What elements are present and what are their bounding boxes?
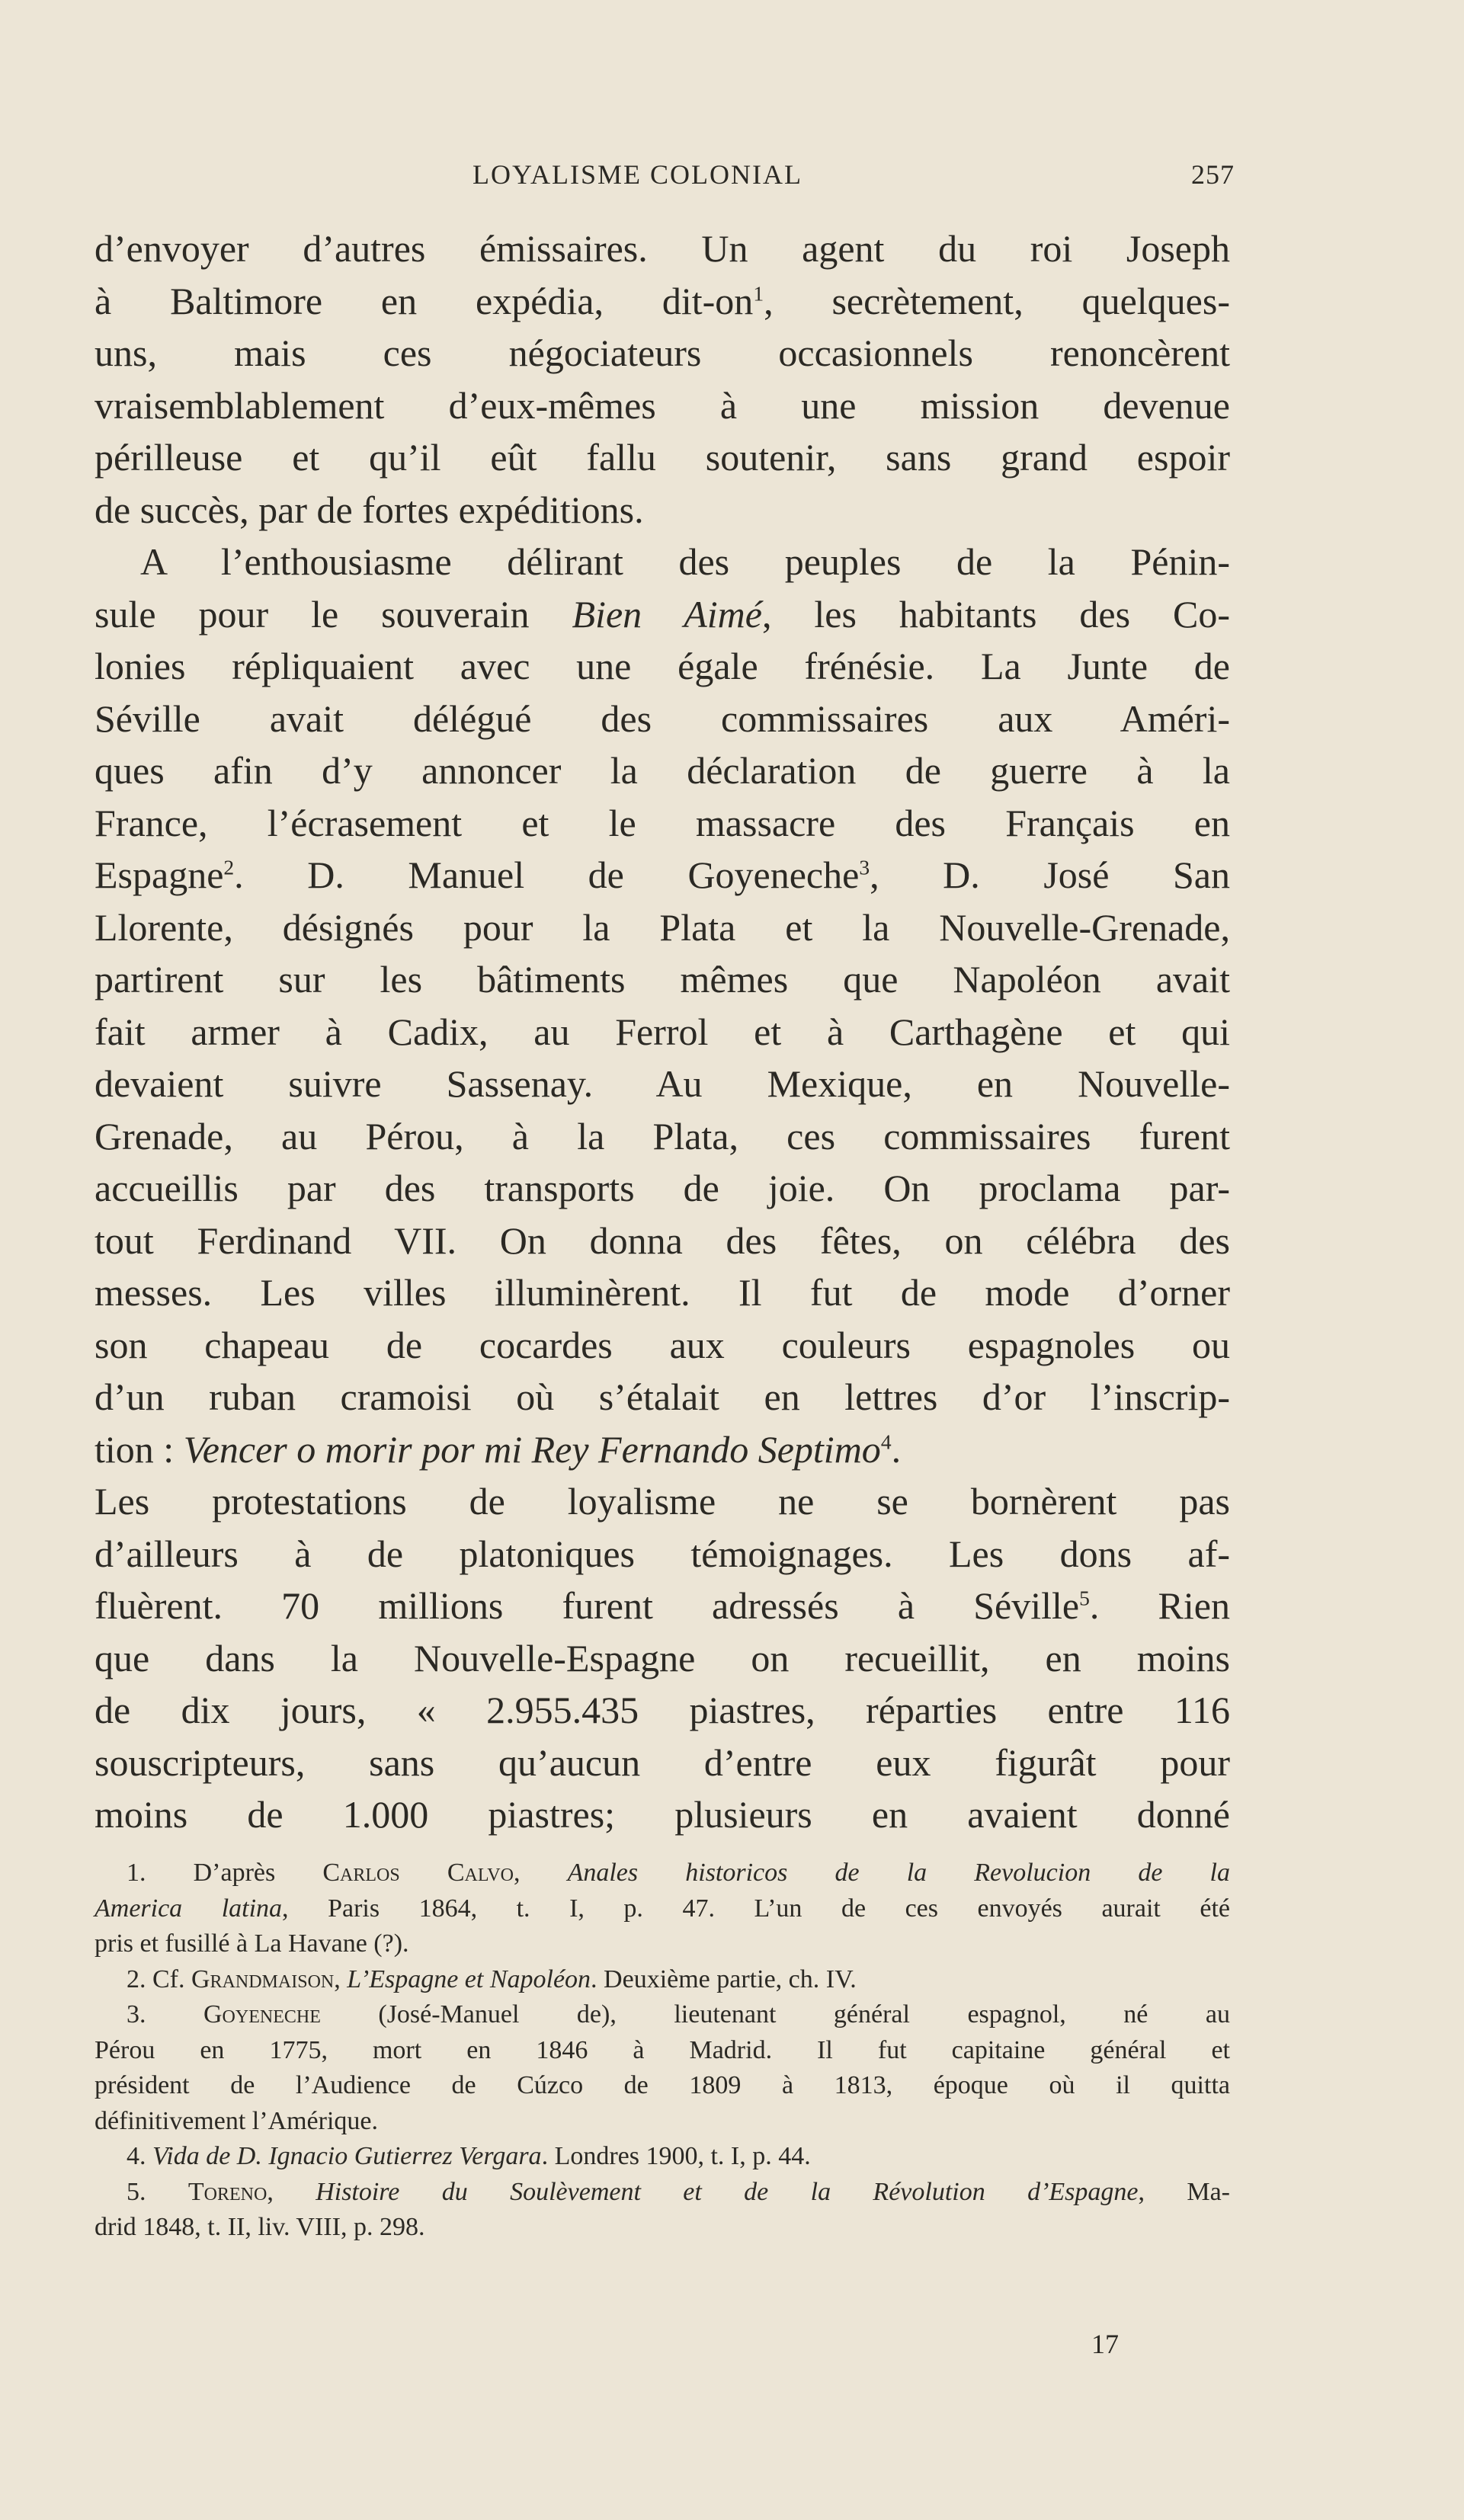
- text-line: que dans la Nouvelle-Espagne on recueillit, en moins: [95, 1636, 1230, 1679]
- text-line: tion : Vencer o morir por mi Rey Fernando Septimo$^4$.: [95, 1427, 902, 1471]
- text-line: tout Ferdinand VII. On donna des fêtes, on célébra des: [95, 1218, 1230, 1262]
- text-line: Séville avait délégué des commissaires aux Améri-: [95, 696, 1230, 740]
- note-mark: 3: [859, 855, 870, 879]
- text-line: France, l’écrasement et le massacre des Français en: [95, 801, 1230, 844]
- text-line: périlleuse et qu’il eût fallu soutenir, sans grand espoir: [95, 436, 1230, 479]
- italic-phrase: Bien Aimé: [572, 592, 762, 636]
- running-title: LOYALISME COLONIAL: [473, 159, 802, 190]
- page-number: 257: [1191, 159, 1235, 190]
- text-line: partirent sur les bâtiments mêmes que Napoléon avait: [95, 958, 1230, 1001]
- text-line: Les protestations de loyalisme ne se bornèrent pas: [95, 1480, 1230, 1523]
- text-line: d’envoyer d’autres émissaires. Un agent du roi Joseph: [95, 227, 1230, 270]
- footnote-3: 3. Goyeneche (José-Manuel de), lieutenant général espagnol, né au: [127, 2000, 1230, 2028]
- running-header: [473, 159, 1235, 191]
- footnotes: [95, 1856, 1230, 2246]
- footnote-3-cont: président de l’Audience de Cúzco de 1809 à 1813, époque où il quitta: [95, 2071, 1230, 2099]
- note-mark: 1: [753, 280, 764, 305]
- note-mark: 4: [880, 1429, 892, 1453]
- text-line: lonies répliquaient avec une égale frénésie. La Junte de: [95, 645, 1230, 687]
- note-mark: 5: [1079, 1586, 1090, 1610]
- text-line: moins de 1.000 piastres; plusieurs en avaient donné: [95, 1793, 1230, 1836]
- text-line: uns, mais ces négociateurs occasionnels renoncèrent: [95, 331, 1230, 374]
- text-line: de dix jours, « 2.955.435 piastres, réparties entre 116: [95, 1689, 1230, 1731]
- footnote-1-cont: America latina, Paris 1864, t. I, p. 47. L’un de ces envoyés aurait été: [95, 1894, 1230, 1923]
- text-line: fait armer à Cadix, au Ferrol et à Carthagène et qui: [95, 1010, 1230, 1053]
- footnote-4: 4. Vida de D. Ignacio Gutierrez Vergara. Londres 1900, t. I, p. 44.: [127, 2142, 811, 2170]
- text-line: Llorente, désignés pour la Plata et la Nouvelle-Grenade,: [95, 905, 1230, 949]
- text-line: sule pour le souverain Bien Aimé, les habitants des Co-: [95, 592, 1230, 636]
- text-line: Grenade, au Pérou, à la Plata, ces commissaires furent: [95, 1114, 1230, 1158]
- text-line: de succès, par de fortes expéditions.: [95, 488, 644, 531]
- footnote-1: 1. D’après Carlos Calvo, Anales historicos de la Revolucion de la: [127, 1859, 1230, 1887]
- text-line: d’ailleurs à de platoniques témoignages. Les dons af-: [95, 1532, 1230, 1575]
- text-line: à Baltimore en expédia, dit-$on^1$, secrètement, quelques-: [95, 279, 1230, 322]
- main-text: [95, 223, 1230, 1841]
- text-line: souscripteurs, sans qu’aucun d’entre eux figurât pour: [95, 1740, 1230, 1784]
- note-mark: 2: [223, 855, 235, 879]
- text-line: ques afin d’y annoncer la déclaration de guerre à la: [95, 749, 1230, 792]
- text-line: fluèrent. 70 millions furent adressés à Séville$^5$. Rien: [95, 1584, 1230, 1627]
- text-line: vraisemblablement d’eux-mêmes à une mission devenue: [95, 383, 1230, 427]
- footnote-3-cont: Pérou en 1775, mort en 1846 à Madrid. Il fut capitaine général et: [95, 2035, 1230, 2064]
- footnote-3-cont: définitivement l’Amérique.: [95, 2106, 378, 2135]
- text-line: Espagne$^2$. D. Manuel de Goyeneche$^3$, D. José San: [95, 853, 1230, 896]
- footnote-1-cont: pris et fusillé à La Havane (?).: [95, 1929, 409, 1958]
- text-line: d’un ruban cramoisi où s’étalait en lettres d’or l’inscrip-: [95, 1375, 1230, 1418]
- text-line: messes. Les villes illuminèrent. Il fut de mode d’orner: [95, 1271, 1230, 1314]
- text-line: accueillis par des transports de joie. On proclama par-: [95, 1167, 1230, 1209]
- text-line: son chapeau de cocardes aux couleurs espagnoles ou: [95, 1323, 1230, 1366]
- footnote-2: 2. Cf. Grandmaison, L’Espagne et Napoléon. Deuxième partie, ch. IV.: [127, 1964, 857, 1993]
- footnote-5-cont: drid 1848, t. II, liv. VIII, p. 298.: [95, 2213, 425, 2241]
- text-line: devaient suivre Sassenay. Au Mexique, en Nouvelle-: [95, 1062, 1230, 1105]
- italic-phrase: Vencer o morir por mi Rey Fernando Septimo: [183, 1427, 881, 1471]
- footnote-5: 5. Toreno, Histoire du Soulèvement et de la Révolution d’Espagne, Ma-: [127, 2177, 1231, 2206]
- text-line: A l’enthousiasme délirant des peuples de la Pénin-: [140, 540, 1230, 583]
- signature-mark: 17: [1091, 2329, 1119, 2359]
